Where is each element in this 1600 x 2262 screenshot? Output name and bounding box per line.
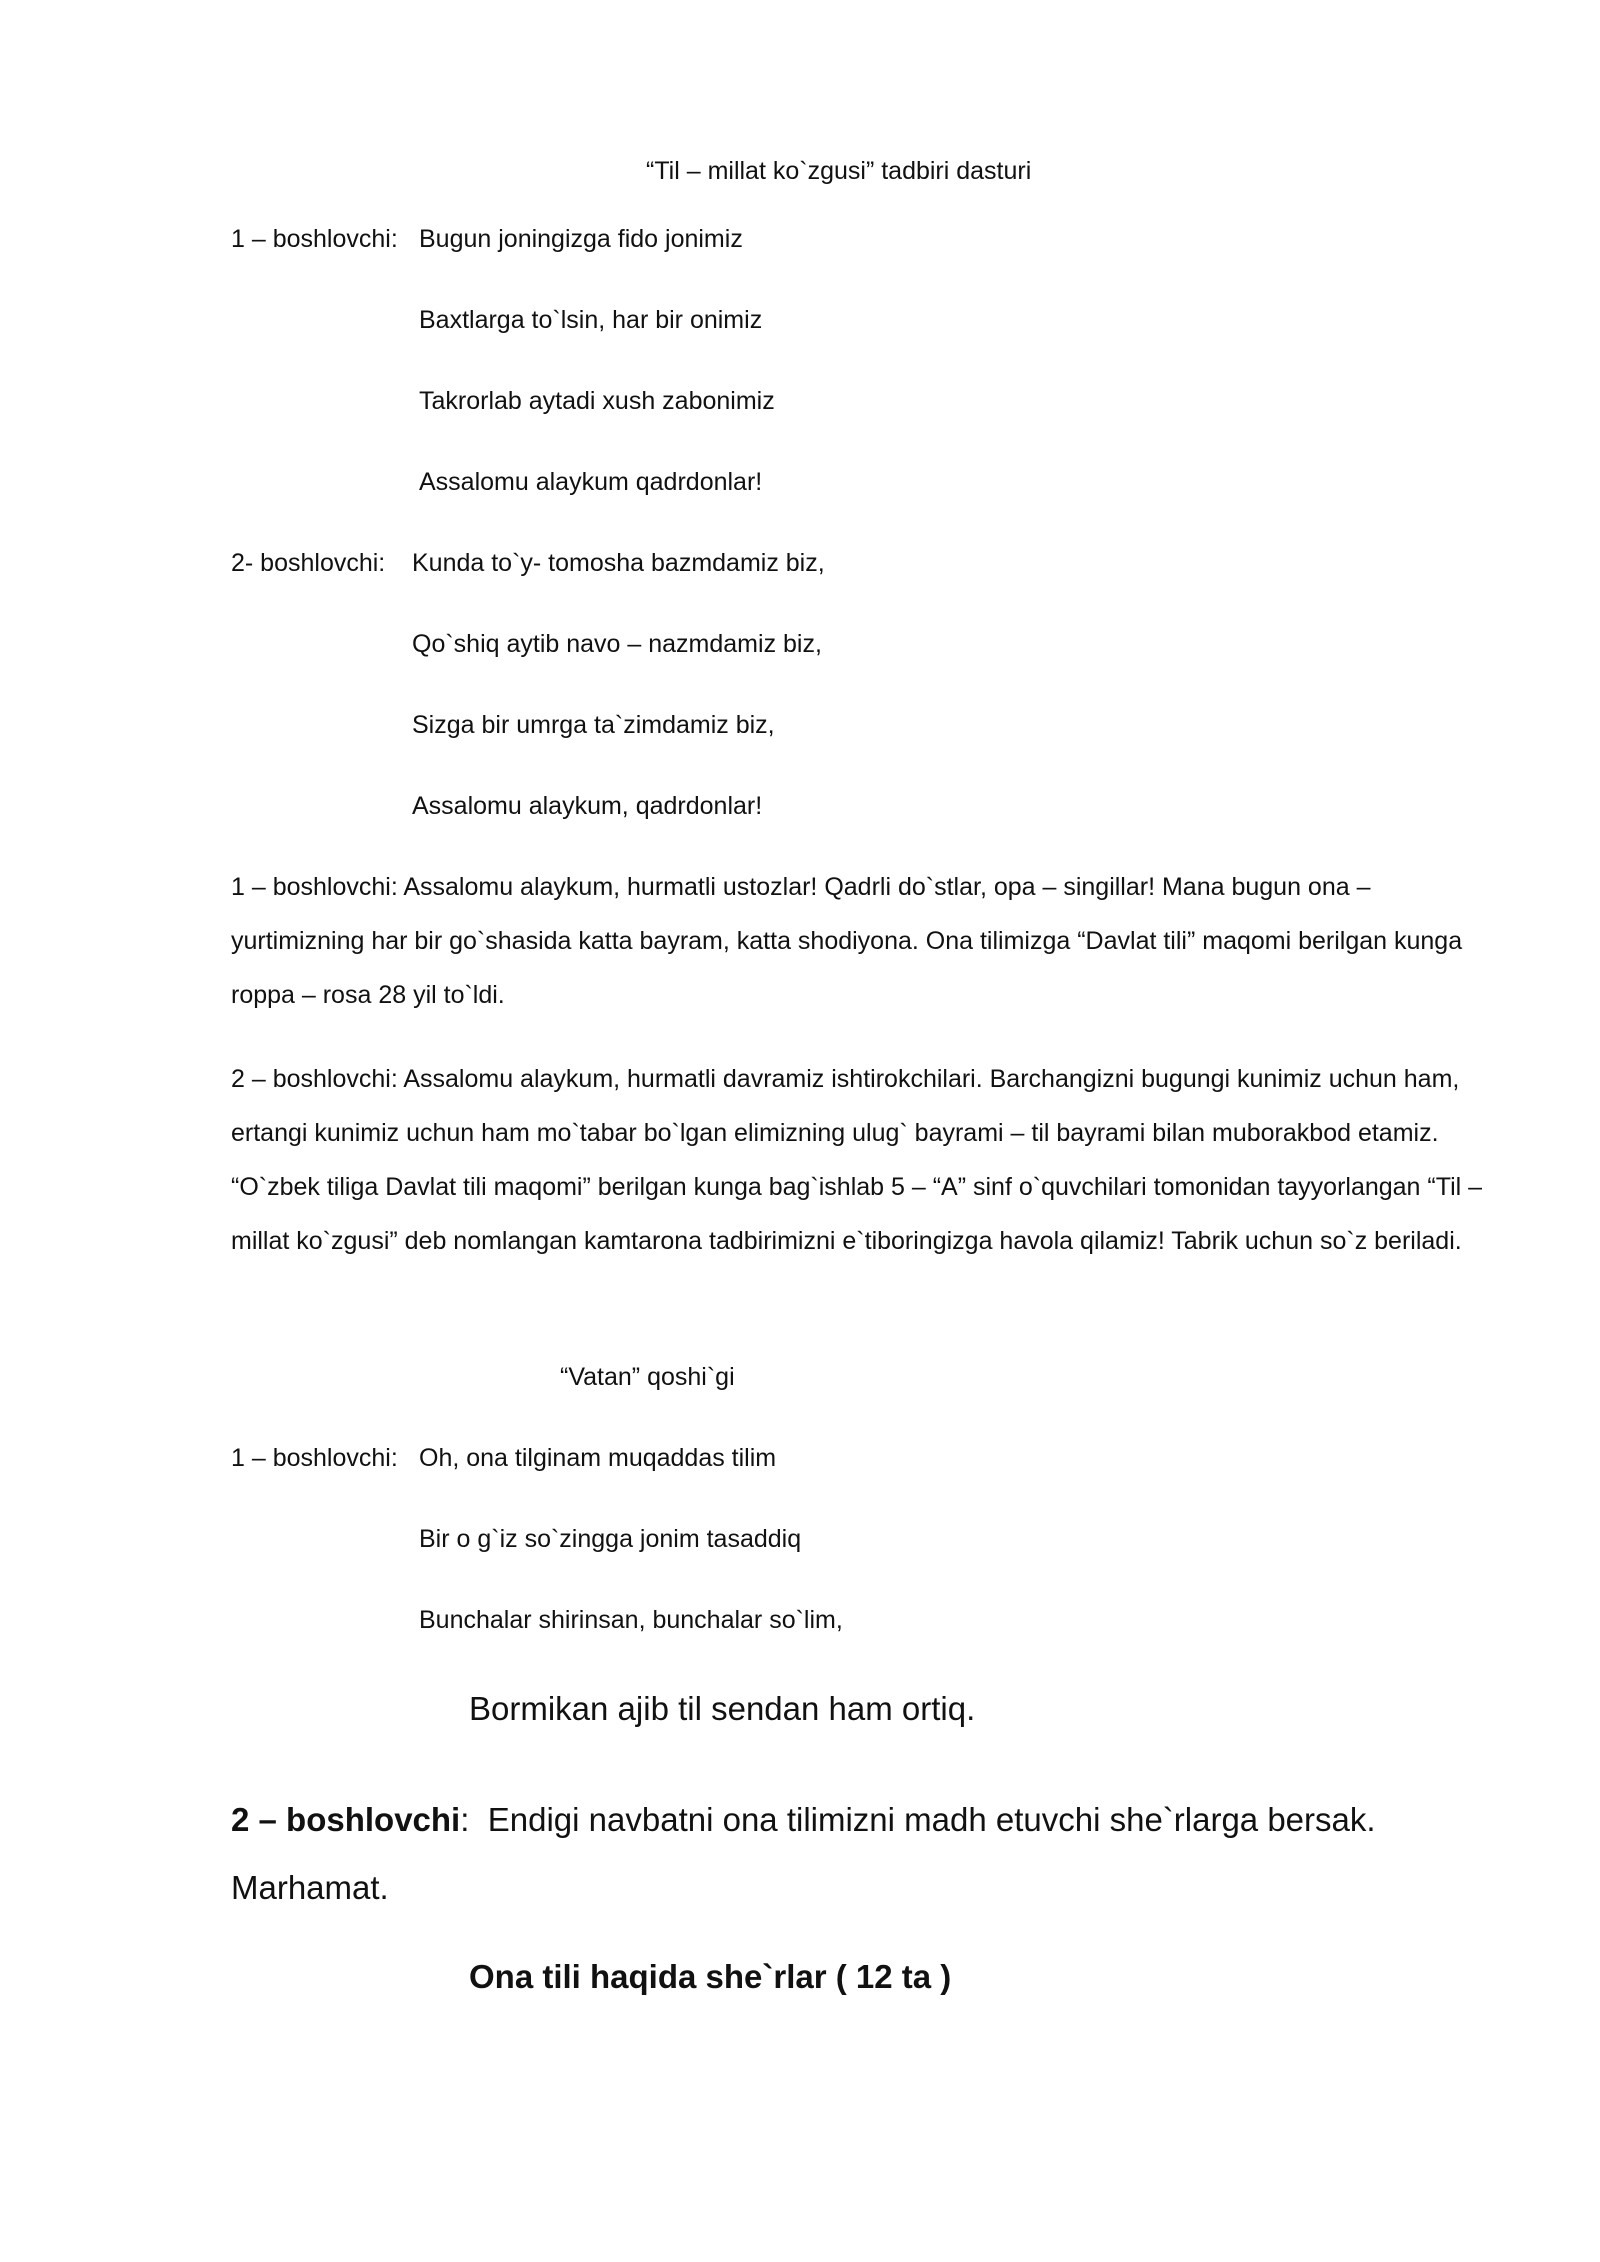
song-title: “Vatan” qoshi`gi bbox=[560, 1363, 735, 1391]
verse-line: Bugun joningizga fido jonimiz bbox=[419, 225, 743, 253]
verse-line: Bormikan ajib til sendan ham ortiq. bbox=[469, 1690, 976, 1727]
speaker-label: 1 – boshlovchi: bbox=[231, 1444, 398, 1472]
verse-line: Assalomu alaykum qadrdonlar! bbox=[419, 468, 763, 496]
section-heading: Ona tili haqida she`rlar ( 12 ta ) bbox=[469, 1958, 952, 1995]
verse-line: Baxtlarga to`lsin, har bir onimiz bbox=[419, 306, 763, 334]
speaker-label: 1 – boshlovchi: bbox=[231, 225, 398, 253]
verse-line: Sizga bir umrga ta`zimdamiz biz, bbox=[412, 711, 775, 739]
document-title: “Til – millat ko`zgusi” tadbiri dasturi bbox=[646, 157, 1032, 185]
verse-line: Takrorlab aytadi xush zabonimiz bbox=[419, 387, 775, 415]
announcement-text: Endigi navbatni ona tilimizni madh etuvchi she`rlarga bersak. Marhamat. bbox=[231, 1801, 1376, 1906]
announcement-paragraph bbox=[231, 1786, 1491, 1922]
verse-line: Qo`shiq aytib navo – nazmdamiz biz, bbox=[412, 630, 822, 658]
verse-line: Kunda to`y- tomosha bazmdamiz biz, bbox=[412, 549, 825, 577]
speaker-colon: : bbox=[460, 1801, 470, 1838]
verse-line: Oh, ona tilginam muqaddas tilim bbox=[419, 1444, 777, 1472]
paragraph: 2 – boshlovchi: Assalomu alaykum, hurmatli davramiz ishtirokchilari. Barchangizni bugungi kunimiz uchun ham, ertangi kunimiz uchun ham mo`tabar bo`lgan elimizning ulug` bayrami – til bayrami bilan muborakbod etamiz. “O`zbek tiliga Davlat tili maqomi” berilgan kunga bag`ishlab 5 – “A” sinf o`quvchilari tomonidan tayyorlangan “Til –millat ko`zgusi” deb nomlangan kamtarona tadbirimizni e`tiboringizga havola qilamiz! Tabrik uchun so`z beriladi. bbox=[231, 1065, 1483, 1255]
verse-line: Bunchalar shirinsan, bunchalar so`lim, bbox=[419, 1606, 843, 1634]
speaker-label: 2 – boshlovchi bbox=[231, 1801, 461, 1838]
verse-line: Bir o g`iz so`zingga jonim tasaddiq bbox=[419, 1525, 802, 1553]
speaker-label: 2- boshlovchi: bbox=[231, 549, 386, 577]
verse-line: Assalomu alaykum, qadrdonlar! bbox=[412, 792, 763, 820]
paragraph: 1 – boshlovchi: Assalomu alaykum, hurmatli ustozlar! Qadrli do`stlar, opa – singillar! Mana bugun ona – yurtimizning har bir go`shasida katta bayram, katta shodiyona. Ona tilimizga “Davlat tili” maqomi berilgan kunga roppa – rosa 28 yil to`ldi. bbox=[231, 873, 1463, 1009]
